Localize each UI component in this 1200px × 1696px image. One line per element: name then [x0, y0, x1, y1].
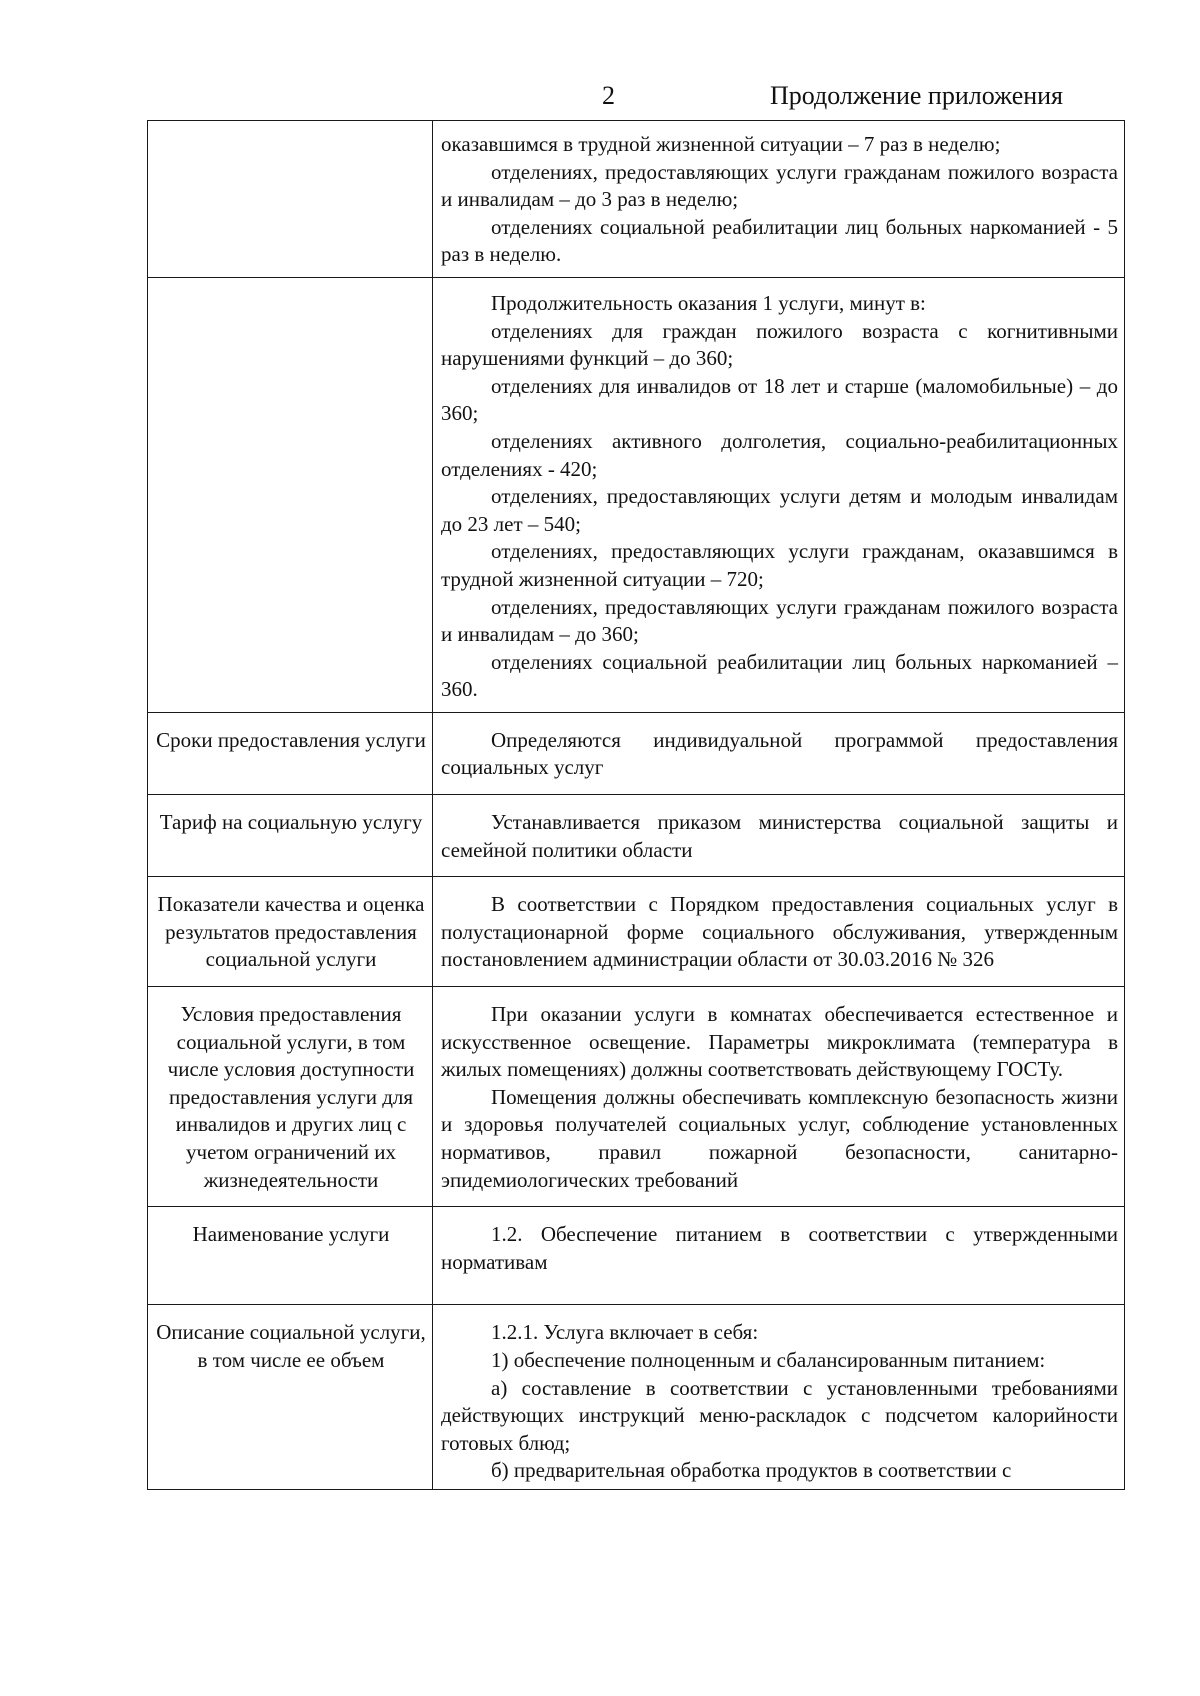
row-value-cell [433, 1305, 1125, 1490]
paragraph: Помещения должны обеспечивать комплексную безопасность жизни и здоровья получателей социальных услуг, соблюдение установленных нормативов, правил пожарной безопасности, санитарно-эпидемиологических требований [441, 1084, 1118, 1192]
row-label-cell: Условия предоставления социальной услуги, в том числе условия доступности предоставления услуги для инвалидов и других лиц с учетом ограничений их жизнедеятельности [148, 987, 433, 1207]
row-value-cell [433, 1207, 1125, 1305]
row-value-cell [433, 877, 1125, 987]
row-label-cell: Тариф на социальную услугу [148, 795, 433, 877]
paragraph: 1.2.1. Услуга включает в себя: [491, 1320, 759, 1345]
row-value-cell [433, 795, 1125, 877]
paragraph: отделениях для граждан пожилого возраста с когнитивными нарушениями функций – до 360; [441, 318, 1118, 371]
table-row [148, 712, 1125, 794]
table-row [148, 877, 1125, 987]
table-row [148, 121, 1125, 278]
paragraph: отделениях, предоставляющих услуги гражданам пожилого возраста и инвалидам – до 360; [441, 594, 1118, 647]
row-value-cell [433, 277, 1125, 712]
paragraph: 1) обеспечение полноценным и сбалансированным питанием: [491, 1347, 1046, 1372]
paragraph: Устанавливается приказом министерства социальной защиты и семейной политики области [441, 810, 1118, 862]
paragraph: отделениях, предоставляющих услуги гражданам, оказавшимся в трудной жизненной ситуации – 720; [441, 539, 1118, 591]
paragraph: отделениях социальной реабилитации лиц больных наркоманией - 5 раз в неделю. [441, 214, 1118, 267]
paragraph: В соответствии с Порядком предоставления социальных услуг в полустационарной форме социального обслуживания, утвержденным постановлением администрации области от 30.03.2016 № 326 [441, 892, 1118, 972]
paragraph: отделениях для инвалидов от 18 лет и старше (маломобильные) – до 360; [441, 373, 1118, 426]
paragraph: отделениях социальной реабилитации лиц больных наркоманией – 360. [441, 649, 1118, 702]
row-label-cell: Описание социальной услуги, в том числе ее объем [148, 1305, 433, 1490]
paragraph: б) предварительная обработка продуктов в соответствии с [491, 1458, 1012, 1483]
continuation-heading: Продолжение приложения [770, 81, 1064, 110]
services-table [147, 120, 1125, 1490]
table-row [148, 1305, 1125, 1490]
paragraph: а) составление в соответствии с установленными требованиями действующих инструкций меню-раскладок с подсчетом калорийности готовых блюд; [441, 1375, 1118, 1455]
row-value-cell [433, 712, 1125, 794]
paragraph: оказавшимся в трудной жизненной ситуации – 7 раз в неделю; [441, 132, 1001, 156]
page-number: 2 [602, 81, 615, 110]
row-label-cell [148, 121, 433, 278]
table-row [148, 1207, 1125, 1305]
row-label-cell: Показатели качества и оценка результатов предоставления социальной услуги [148, 877, 433, 987]
row-value-cell [433, 987, 1125, 1207]
table-row [148, 987, 1125, 1207]
paragraph: отделениях, предоставляющих услуги гражданам пожилого возраста и инвалидам – до 3 раз в неделю; [441, 159, 1118, 212]
table-row [148, 277, 1125, 712]
paragraph: отделениях, предоставляющих услуги детям и молодым инвалидам до 23 лет – 540; [441, 484, 1118, 536]
table-row [148, 795, 1125, 877]
paragraph: Продолжительность оказания 1 услуги, минут в: [491, 290, 926, 315]
row-label-cell: Сроки предоставления услуги [148, 712, 433, 794]
row-value-cell [433, 121, 1125, 278]
paragraph: 1.2. Обеспечение питанием в соответствии с утвержденными нормативам [441, 1222, 1118, 1274]
row-label-cell [148, 277, 433, 712]
paragraph: Определяются индивидуальной программой предоставления социальных услуг [441, 727, 1118, 780]
row-label-cell: Наименование услуги [148, 1207, 433, 1305]
paragraph: отделениях активного долголетия, социально-реабилитационных отделениях - 420; [441, 428, 1118, 481]
paragraph: При оказании услуги в комнатах обеспечивается естественное и искусственное освещение. Параметры микроклимата (температура в жилых помещениях) должны соответствовать действующему ГОСТу. [441, 1002, 1118, 1082]
